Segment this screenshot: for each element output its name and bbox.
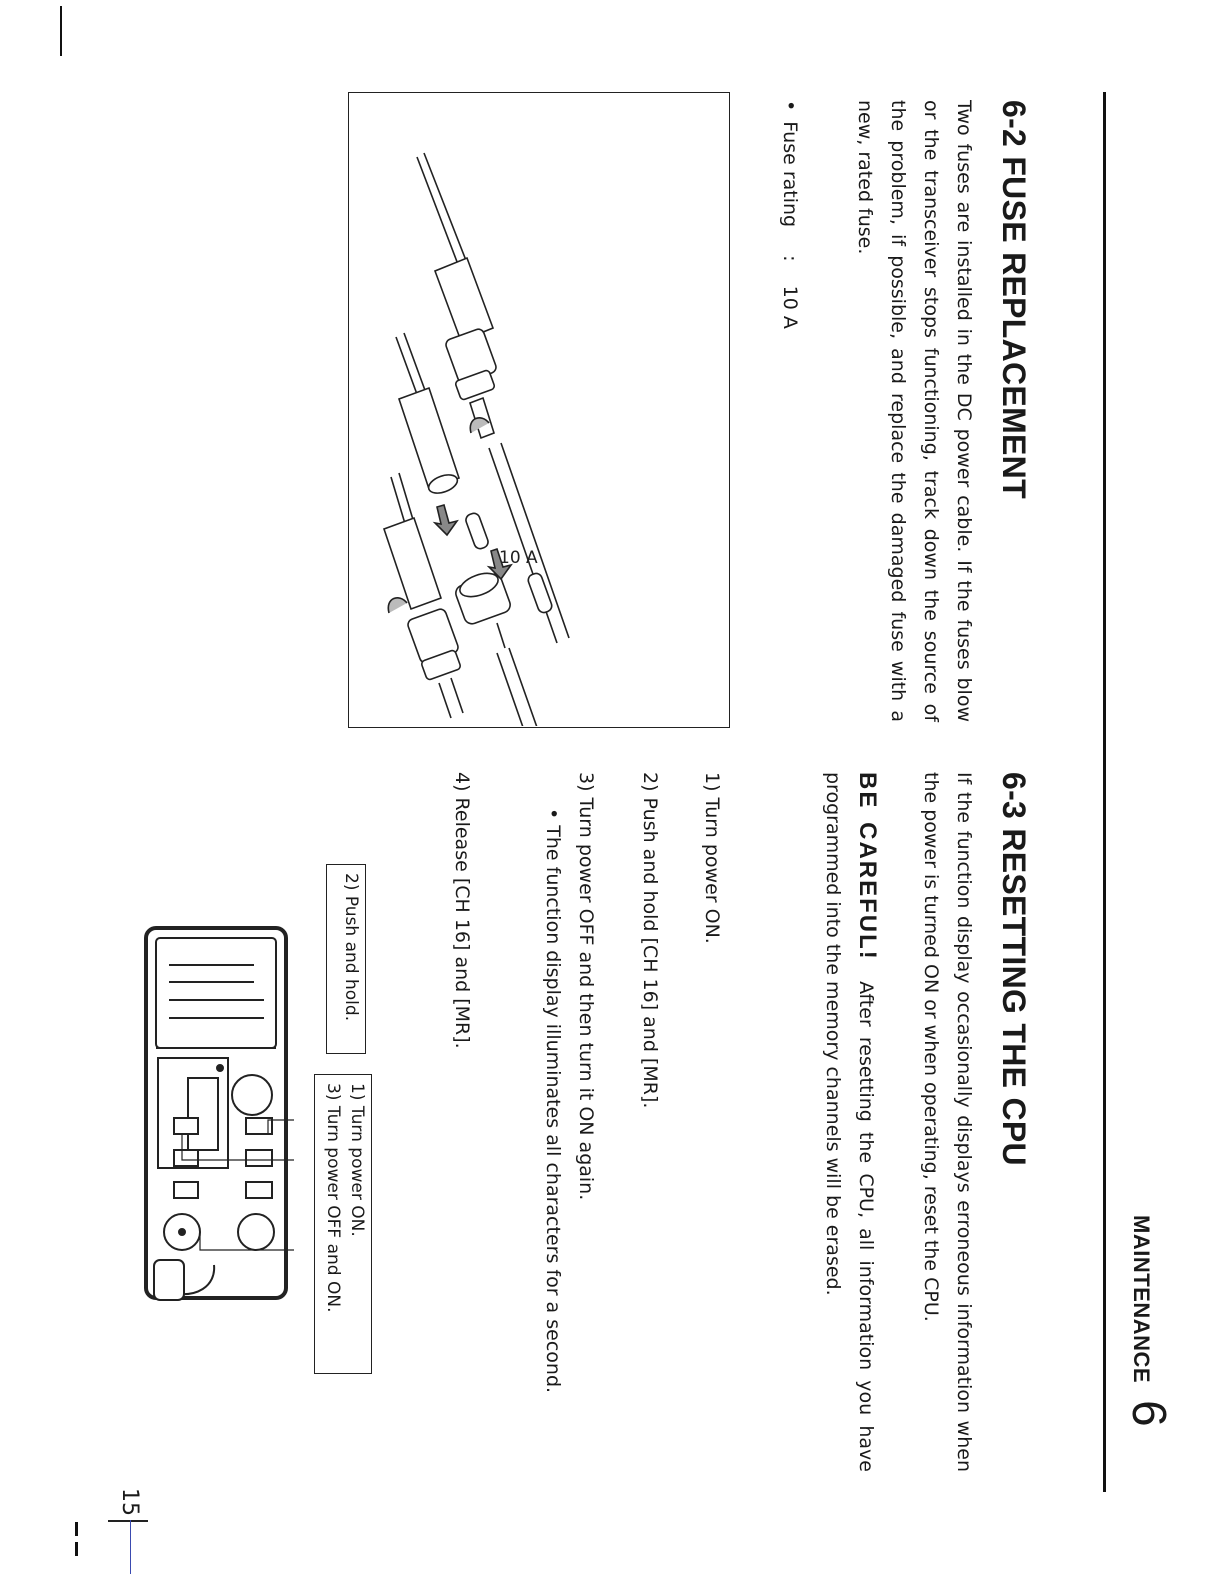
- chapter-title: MAINTENANCE: [1129, 1215, 1154, 1384]
- cpu-step-3-note: [536, 808, 569, 1476]
- transceiver-front-panel-icon: [94, 920, 294, 1324]
- callout-power-on: 1) Turn power ON.: [347, 1083, 367, 1237]
- callout-power-off-on: 3) Turn power OFF and ON.: [323, 1083, 343, 1313]
- fuse-section-body: [848, 100, 980, 722]
- corner-mark: [61, 6, 63, 56]
- callout-push-and-hold: 2) Push and hold.: [326, 864, 366, 1054]
- corner-mark: [75, 1542, 78, 1556]
- fuse-rating-line: [773, 100, 806, 329]
- chapter-number: 6: [1122, 1400, 1175, 1427]
- fuse-holder-reassembled-icon: [384, 473, 463, 718]
- cpu-section-body: [914, 772, 980, 1472]
- callout-power-steps: [314, 1074, 372, 1374]
- cpu-body-text: If the function display occasionally displays erroneous information when the power is turned ON or when operating, reset the CPU.: [920, 772, 975, 1472]
- figure-fuse-label: 10 A: [499, 548, 538, 568]
- page-number-rule: [108, 1520, 148, 1522]
- fuse-rating-bullet: •: [779, 100, 801, 112]
- cpu-step-3: 3) Turn power OFF and then turn it ON again.: [575, 772, 597, 1201]
- fuse-rating-value: 10 A: [779, 285, 801, 329]
- fuse-rating-label: Fuse rating: [779, 121, 801, 228]
- cpu-section-heading: 6-3 RESETTING THE CPU: [996, 772, 1032, 1166]
- header-rule: [1103, 92, 1106, 1492]
- note-text: The function display illuminates all characters for a second.: [542, 825, 564, 1394]
- cpu-warning: [816, 772, 884, 1472]
- cpu-step-4: 4) Release [CH 16] and [MR].: [451, 772, 473, 1049]
- warning-text: After resetting the CPU, all information you have programmed into the memory channels will be erased.: [822, 772, 877, 1472]
- fuse-rating-sep: :: [779, 255, 801, 262]
- warning-lead: BE CAREFUL!: [854, 772, 881, 961]
- fuse-figure-frame: [348, 92, 730, 728]
- page-number: 15: [117, 1488, 142, 1516]
- page-number-underline: [130, 1520, 131, 1574]
- corner-mark: [75, 1522, 78, 1536]
- arrow-up-icon: [435, 505, 457, 535]
- note-bullet: •: [542, 808, 564, 820]
- cpu-step-2: 2) Push and hold [CH 16] and [MR].: [639, 772, 661, 1109]
- fuse-body-text: Two fuses are installed in the DC power cable. If the fuses blow or the transceiver stops functioning, track down the source of the problem, if possible, and replace the damaged fuse with a new, rated fuse.: [854, 100, 975, 722]
- cpu-step-1: 1) Turn power ON.: [701, 772, 723, 944]
- fuse-section-heading: 6-2 FUSE REPLACEMENT: [996, 100, 1032, 499]
- fuse-holder-illustration: [350, 93, 729, 726]
